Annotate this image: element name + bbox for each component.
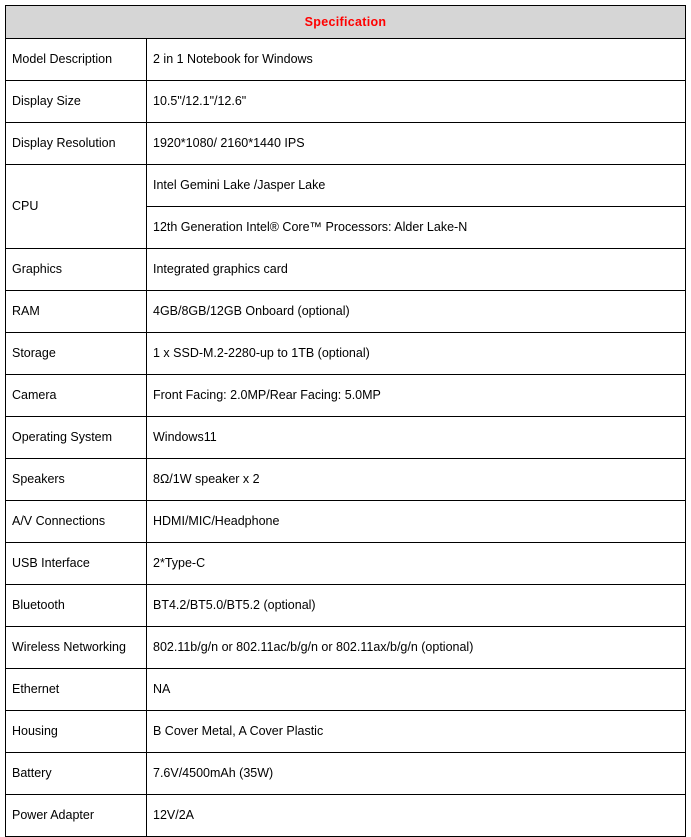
table-row bbox=[6, 585, 686, 627]
row-value: 2*Type-C bbox=[147, 543, 686, 585]
row-value: Intel Gemini Lake /Jasper Lake bbox=[147, 165, 686, 207]
page-title: Specification bbox=[6, 6, 686, 39]
row-value: NA bbox=[147, 669, 686, 711]
table-row bbox=[6, 669, 686, 711]
table-row bbox=[6, 543, 686, 585]
table-row bbox=[6, 627, 686, 669]
row-label: A/V Connections bbox=[6, 501, 147, 543]
row-value: Front Facing: 2.0MP/Rear Facing: 5.0MP bbox=[147, 375, 686, 417]
row-value: Integrated graphics card bbox=[147, 249, 686, 291]
table-row bbox=[6, 459, 686, 501]
row-value: 1920*1080/ 2160*1440 IPS bbox=[147, 123, 686, 165]
row-value: B Cover Metal, A Cover Plastic bbox=[147, 711, 686, 753]
row-value: BT4.2/BT5.0/BT5.2 (optional) bbox=[147, 585, 686, 627]
table-row bbox=[6, 753, 686, 795]
row-label: Graphics bbox=[6, 249, 147, 291]
row-value: 4GB/8GB/12GB Onboard (optional) bbox=[147, 291, 686, 333]
row-label: Model Description bbox=[6, 39, 147, 81]
row-label: Display Size bbox=[6, 81, 147, 123]
table-row bbox=[6, 375, 686, 417]
table-row bbox=[6, 291, 686, 333]
table-row bbox=[6, 711, 686, 753]
table-title-row bbox=[6, 6, 686, 39]
row-label: USB Interface bbox=[6, 543, 147, 585]
row-value: 8Ω/1W speaker x 2 bbox=[147, 459, 686, 501]
row-label: Display Resolution bbox=[6, 123, 147, 165]
table-row bbox=[6, 123, 686, 165]
specification-table bbox=[5, 5, 686, 837]
row-label: Speakers bbox=[6, 459, 147, 501]
table-row bbox=[6, 417, 686, 459]
table-row bbox=[6, 501, 686, 543]
row-value: 1 x SSD-M.2-2280-up to 1TB (optional) bbox=[147, 333, 686, 375]
row-label: Camera bbox=[6, 375, 147, 417]
row-value: 12V/2A bbox=[147, 795, 686, 837]
row-label: Ethernet bbox=[6, 669, 147, 711]
row-value: 802.11b/g/n or 802.11ac/b/g/n or 802.11ax/b/g/n (optional) bbox=[147, 627, 686, 669]
row-label: Battery bbox=[6, 753, 147, 795]
table-row bbox=[6, 795, 686, 837]
row-label: Bluetooth bbox=[6, 585, 147, 627]
row-label: Housing bbox=[6, 711, 147, 753]
row-value: 2 in 1 Notebook for Windows bbox=[147, 39, 686, 81]
row-value: 10.5"/12.1"/12.6" bbox=[147, 81, 686, 123]
row-value: 12th Generation Intel® Core™ Processors: Alder Lake-N bbox=[147, 207, 686, 249]
table-row bbox=[6, 165, 686, 207]
table-row bbox=[6, 333, 686, 375]
row-value: Windows11 bbox=[147, 417, 686, 459]
table-row bbox=[6, 39, 686, 81]
row-label: Wireless Networking bbox=[6, 627, 147, 669]
row-label: Operating System bbox=[6, 417, 147, 459]
row-label: Storage bbox=[6, 333, 147, 375]
row-label: RAM bbox=[6, 291, 147, 333]
row-value: 7.6V/4500mAh (35W) bbox=[147, 753, 686, 795]
row-value: HDMI/MIC/Headphone bbox=[147, 501, 686, 543]
table-row bbox=[6, 81, 686, 123]
row-label: Power Adapter bbox=[6, 795, 147, 837]
row-label: CPU bbox=[6, 165, 147, 249]
table-row bbox=[6, 249, 686, 291]
